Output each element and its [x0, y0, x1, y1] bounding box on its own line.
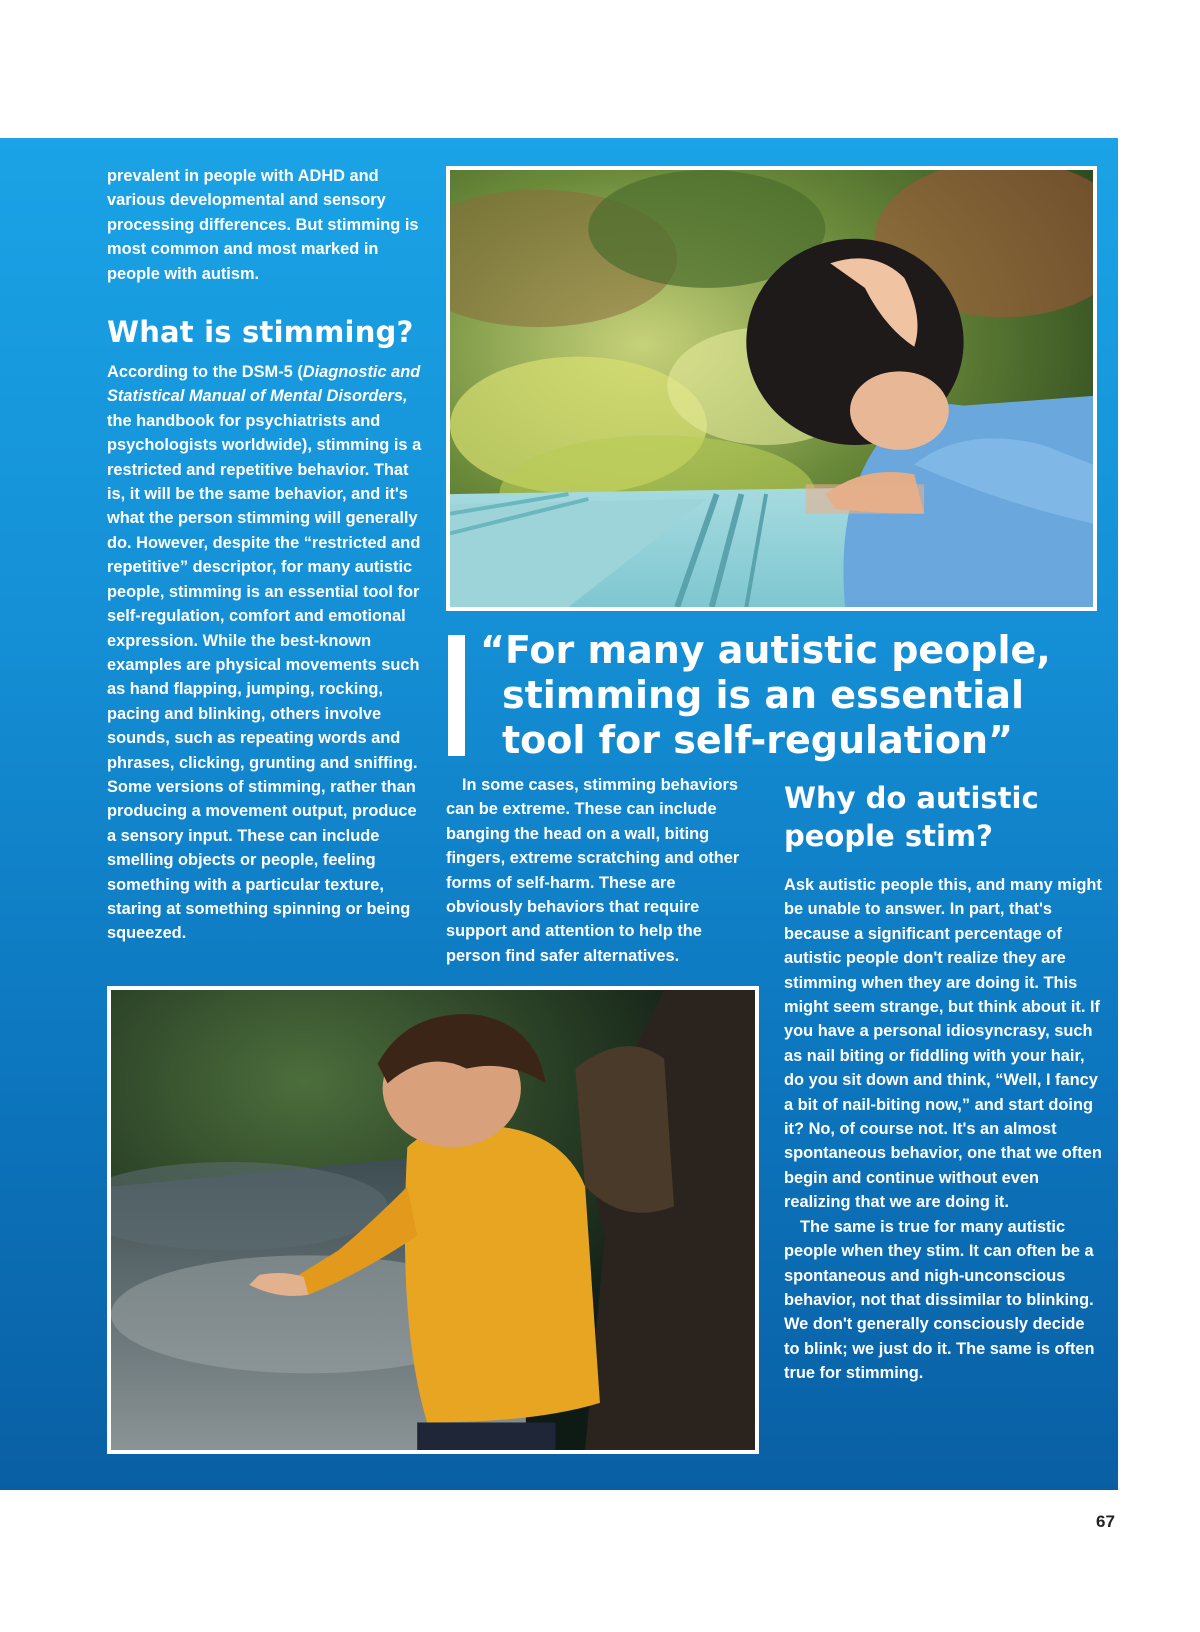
pull-quote-bar	[448, 635, 465, 756]
page-number: 67	[1096, 1512, 1115, 1531]
body-lead: According to the DSM-5 (	[107, 363, 303, 382]
photo-child-covering-head-illustration	[450, 170, 1093, 607]
body-italic-title: Diagnostic and Statistical Manual of Mental Disorders,	[107, 363, 421, 406]
right-column	[784, 779, 1104, 1386]
photo-child-yellow-sweater-illustration	[111, 990, 755, 1450]
right-paragraph-2: The same is true for many autistic people when they stim. It can often be a spontaneous and nigh-unconscious behavior, not that dissimilar to blinking. We don't generally consciously decide to blink; we just do it. The same is often true for stimming.	[784, 1217, 1095, 1383]
middle-column	[446, 773, 746, 968]
pull-quote: “For many autistic people, stimming is an essential tool for self-regulation”	[480, 628, 1051, 762]
section-heading-why-stim: Why do autistic people stim?	[784, 781, 1039, 853]
intro-paragraph: prevalent in people with ADHD and various developmental and sensory processing differences. But stimming is most common and most marked in people with autism.	[107, 167, 419, 283]
body-rest: the handbook for psychiatrists and psychologists worldwide), stimming is a restricted and repetitive behavior. That is, it will be the same behavior, and it's what the person stimming will generally do. However, despite the “restricted and repetitive” descriptor, for many autistic people, stimming is an essential tool for self-regulation, comfort and emotional expression. While the best-known examples are physical movements such as hand flapping, jumping, rocking, pacing and blinking, others involve sounds, such as repeating words and phrases, clicking, grunting and sniffing. Some versions of stimming, rather than producing a movement output, produce a sensory input. These can include smelling objects or people, feeling something with a particular texture, staring at something spinning or being squeezed.	[107, 411, 422, 943]
section-heading-what-is-stimming: What is stimming?	[107, 315, 414, 350]
left-column	[107, 164, 427, 946]
right-paragraph-1: Ask autistic people this, and many might be unable to answer. In part, that's because a significant percentage of autistic people don't realize they are stimming when they are doing it. This might seem strange, but think about it. If you have a personal idiosyncrasy, such as nail biting or fiddling with your hair, do you sit down and think, “Well, I fancy a bit of nail-biting now,” and start doing it? No, of course not. It's an almost spontaneous behavior, one that we often begin and continue without even realizing that we are doing it.	[784, 876, 1102, 1212]
photo-child-yellow-sweater	[107, 986, 759, 1454]
middle-paragraph: In some cases, stimming behaviors can be extreme. These can include banging the head on a wall, biting fingers, extreme scratching and other forms of self-harm. These are obviously behaviors that require support and attention to help the person find safer alternatives.	[446, 776, 740, 965]
body-paragraph	[107, 360, 427, 946]
photo-child-covering-head	[446, 166, 1097, 611]
